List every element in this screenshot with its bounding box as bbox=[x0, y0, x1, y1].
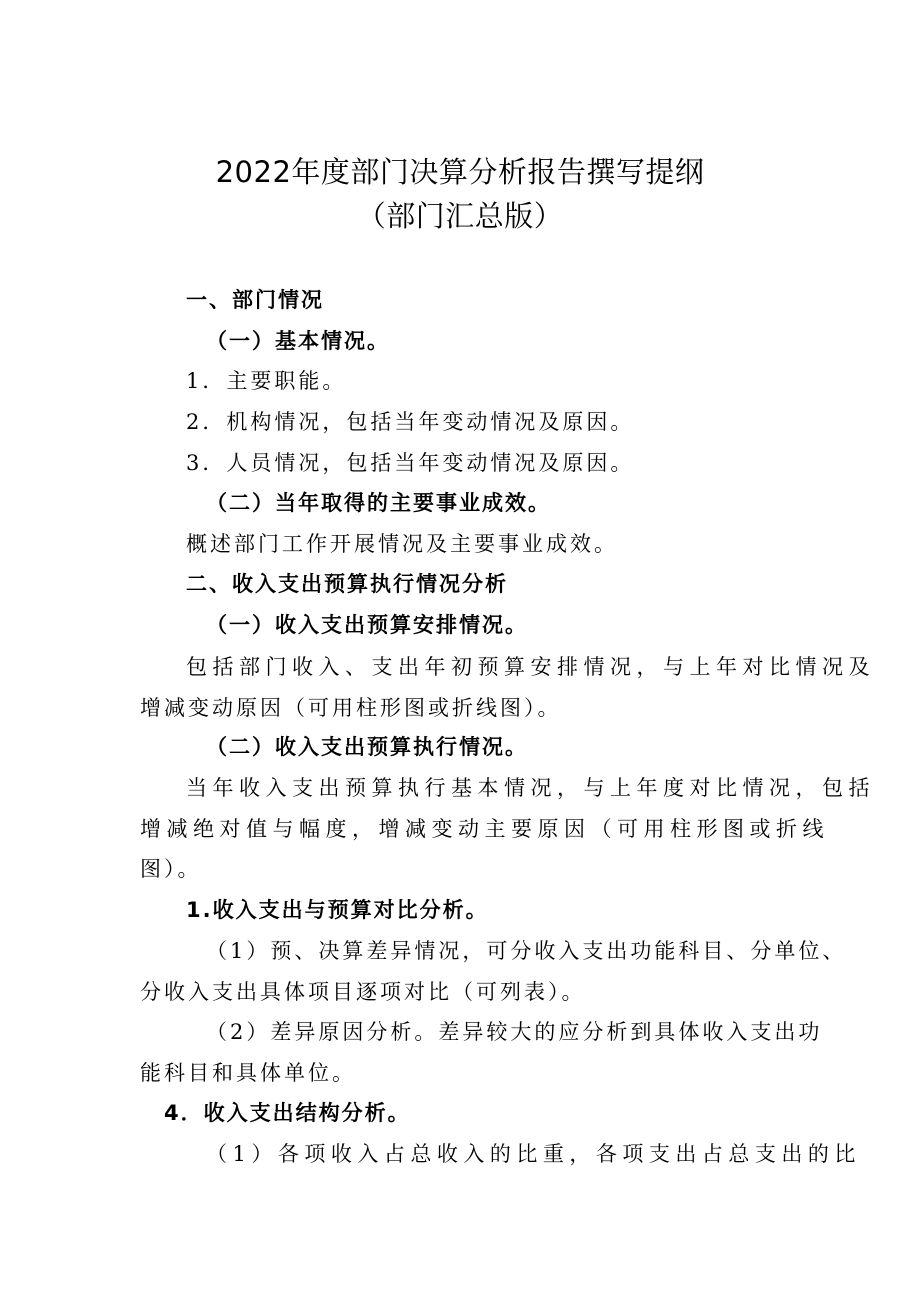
paragraph-line: 当年收入支出预算执行基本情况，与上年度对比情况，包括 bbox=[186, 776, 875, 800]
paragraph-line: 包括部门收入、支出年初预算安排情况，与上年对比情况及 bbox=[186, 655, 875, 679]
paragraph-line: （1）预、决算差异情况，可分收入支出功能科目、分单位、 bbox=[206, 939, 847, 963]
section-heading-2: 二、收入支出预算执行情况分析 bbox=[186, 572, 508, 596]
subsection-heading-1-1: （一）基本情况。 bbox=[206, 329, 390, 353]
document-subtitle: （部门汇总版） bbox=[356, 199, 564, 233]
item-heading-1: 1.收入支出与预算对比分析。 bbox=[186, 898, 489, 922]
section-heading-1: 一、部门情况 bbox=[186, 288, 324, 312]
paragraph-line: 分收入支出具体项目逐项对比（可列表）。 bbox=[140, 980, 586, 1004]
paragraph-line: 图）。 bbox=[140, 857, 202, 881]
document-title: 2022年度部门决算分析报告撰写提纲 bbox=[215, 155, 705, 189]
paragraph-line: 增减变动原因（可用柱形图或折线图）。 bbox=[140, 696, 562, 720]
item-heading-4: 4．收入支出结构分析。 bbox=[164, 1101, 411, 1125]
list-item-3: 3．人员情况，包括当年变动情况及原因。 bbox=[186, 451, 635, 475]
paragraph-line: 概述部门工作开展情况及主要事业成效。 bbox=[186, 532, 618, 556]
paragraph-line: （1）各项收入占总收入的比重，各项支出占总支出的比 bbox=[206, 1142, 861, 1166]
paragraph-line: 能科目和具体单位。 bbox=[140, 1061, 356, 1085]
list-item-2: 2．机构情况，包括当年变动情况及原因。 bbox=[186, 410, 635, 434]
paragraph-line: （2）差异原因分析。差异较大的应分析到具体收入支出功 bbox=[206, 1020, 823, 1044]
list-item-1: 1．主要职能。 bbox=[186, 369, 347, 393]
subsection-heading-2-2: （二）收入支出预算执行情况。 bbox=[206, 735, 528, 759]
paragraph-line: 增减绝对值与幅度，增减变动主要原因（可用柱形图或折线 bbox=[140, 817, 829, 841]
subsection-heading-1-2: （二）当年取得的主要事业成效。 bbox=[206, 491, 551, 515]
subsection-heading-2-1: （一）收入支出预算安排情况。 bbox=[206, 613, 528, 637]
